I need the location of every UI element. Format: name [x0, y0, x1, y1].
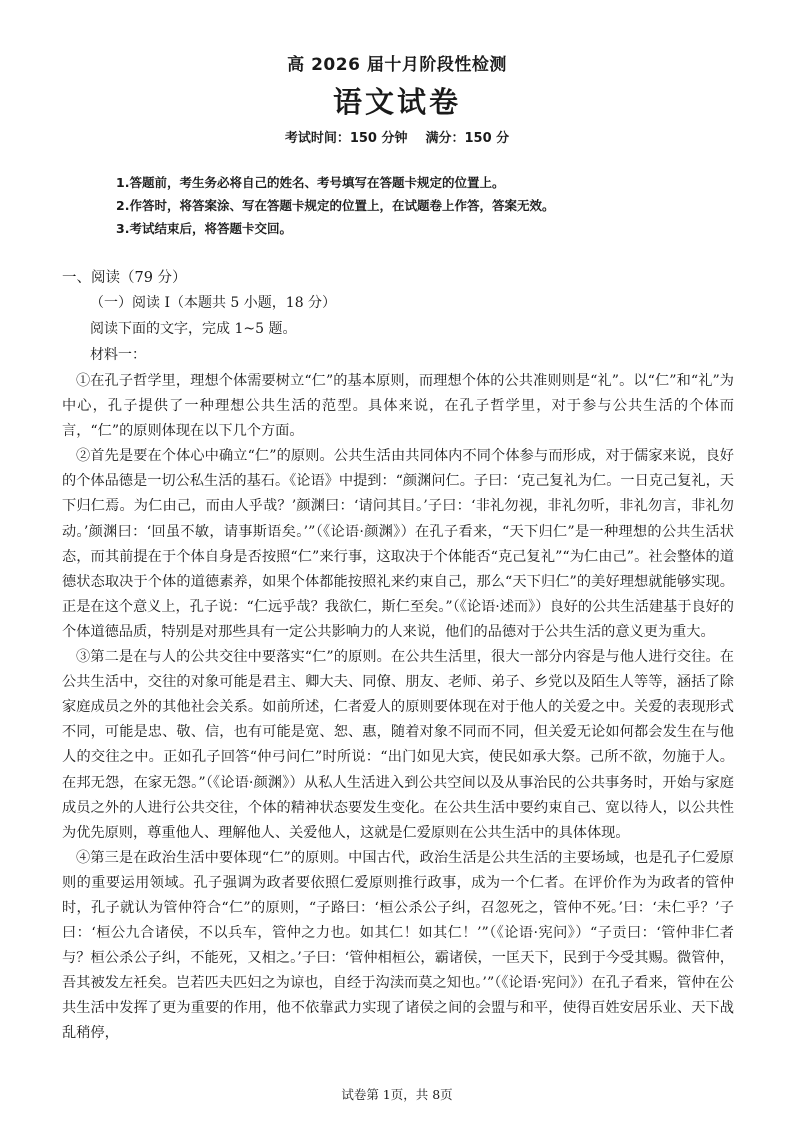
- exam-score: 满分：150 分: [425, 131, 510, 146]
- instruction-item: 3.考试结束后，将答题卡交回。: [116, 221, 292, 236]
- material-label: 材料一：: [90, 347, 146, 363]
- section-title: 一、阅读（79 分）: [62, 270, 187, 286]
- part-title: （一）阅读 I（本题共 5 小题，18 分）: [90, 295, 337, 311]
- passage: [62, 369, 734, 1047]
- instruction-item: 1.答题前，考生务必将自己的姓名、考号填写在答题卡规定的位置上。: [116, 175, 505, 190]
- exam-title: 高 2026 届十月阶段性检测: [287, 55, 507, 75]
- exam-time: 考试时间：150 分钟: [284, 131, 408, 146]
- reading-prompt: 阅读下面的文字，完成 1~5 题。: [90, 321, 297, 337]
- paragraph-4: ④第三是在政治生活中要体现“仁”的原则。中国古代，政治生活是公共生活的主要场域，也是孔子仁爱原则的重要运用领域。孔子强调为政者要依照仁爱原则推行政事，成为一个仁者。在评价作为为政者的管仲时，孔子就认为管仲符合“仁”的原则，“子路曰：‘桓公杀公子纠，召忽死之，管仲不死。’曰：‘未仁乎？’子曰：‘桓公九合诸侯，不以兵车，管仲之力也。如其仁！如其仁！’”（《论语·宪问》）“子贡曰：‘管仲非仁者与？桓公杀公子纠，不能死，又相之。’子曰：‘管仲相桓公，霸诸侯，一匡天下，民到于今受其赐。微管仲，吾其被发左衽矣。岂若匹夫匹妇之为谅也，自经于沟渎而莫之知也。’”（《论语·宪问》）在孔子看来，管仲在公共生活中发挥了更为重要的作用，他不依靠武力实现了诸侯之间的会盟与和平，使得百姓安居乐业、天下战乱稍停，: [62, 849, 734, 1042]
- subject-title: 语文试卷: [332, 85, 461, 119]
- instruction-item: 2.作答时，将答案涂、写在答题卡规定的位置上，在试题卷上作答，答案无效。: [116, 198, 555, 213]
- page-number: 试卷第 1页，共 8页: [341, 1087, 453, 1102]
- paragraph-3: ③第二是在与人的公共交往中要落实“仁”的原则。在公共生活里，很大一部分内容是与他人进行交往。在公共生活中，交往的对象可能是君主、卿大夫、同僚、朋友、老师、弟子、乡党以及陌生人等等，涵括了除家庭成员之外的其他社会关系。如前所述，仁者爱人的原则要体现在对于他人的关爱之中。关爱的表现形式不同，可能是忠、敬、信，也有可能是宽、恕、惠，随着对象不同而不同，但关爱无论如何都会发生在与他人的交往之中。正如孔子回答“仲弓问仁”时所说：“出门如见大宾，使民如承大祭。己所不欲，勿施于人。在邦无怨，在家无怨。”（《论语·颜渊》）从私人生活进入到公共空间以及从事治民的公共事务时，开始与家庭成员之外的人进行公共交往，个体的精神状态要发生变化。在公共生活中要约束自己、宽以待人，以公共性为优先原则，尊重他人、理解他人、关爱他人，这就是仁爱原则在公共生活中的具体体现。: [62, 649, 734, 841]
- paragraph-2: ②首先是要在个体心中确立“仁”的原则。公共生活由共同体内不同个体参与而形成，对于儒家来说，良好的个体品德是一切公私生活的基石。《论语》中提到：“颜渊问仁。子曰：‘克己复礼为仁。一日克己复礼，天下归仁焉。为仁由己，而由人乎哉？’颜渊曰：‘请问其目。’子曰：‘非礼勿视，非礼勿听，非礼勿言，非礼勿动。’颜渊曰：‘回虽不敏，请事斯语矣。’”（《论语·颜渊》）在孔子看来，“天下归仁”是一种理想的公共生活状态，而其前提在于个体自身是否按照“仁”来行事，这取决于个体能否“克己复礼”“为仁由己”。社会整体的道德状态取决于个体的道德素养，如果个体都能按照礼来约束自己，那么“天下归仁”的美好理想就能够实现。正是在这个意义上，孔子说：“仁远乎哉？我欲仁，斯仁至矣。”（《论语·述而》）良好的公共生活建基于良好的个体道德品质，特别是对那些具有一定公共影响力的人来说，他们的品德对于公共生活的意义更为重大。: [62, 448, 734, 640]
- exam-meta: [0, 127, 794, 146]
- instructions: [116, 171, 736, 240]
- paragraph-1: ①在孔子哲学里，理想个体需要树立“仁”的基本原则，而理想个体的公共准则则是“礼”。以“仁”和“礼”为中心，孔子提供了一种理想公共生活的范型。具体来说，在孔子哲学里，对于参与公共生活的个体而言，“仁”的原则体现在以下几个方面。: [62, 373, 734, 440]
